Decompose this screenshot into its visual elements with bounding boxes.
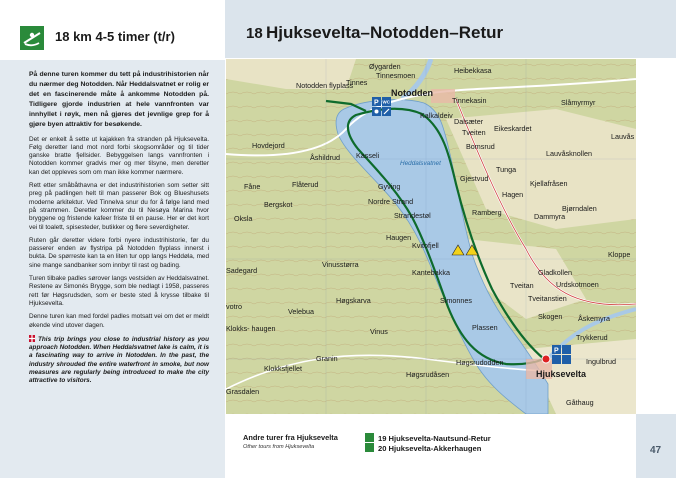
map-label-ashildrud: Åshildrud — [310, 153, 340, 162]
svg-text:WC: WC — [382, 99, 390, 105]
english-summary — [29, 335, 209, 386]
map-label-nordre-strand: Nordre Strand — [368, 197, 414, 206]
map-label-klokksfjellet: Klokksfjellet — [264, 364, 302, 373]
map-label-urdskotmoen: Urdskotmoen — [556, 280, 599, 289]
map-label-kloppe: Kloppe — [608, 250, 631, 259]
other-tours-subheading: Other tours from Hjuksevelta — [243, 444, 315, 450]
map-label-kvitofjell: Kvitofjell — [412, 241, 439, 250]
map-label-skogen: Skogen — [538, 312, 563, 321]
map-label-tunga: Tunga — [496, 165, 517, 174]
route-type-icon-small — [365, 443, 374, 452]
map-label-klokkshaugen: Klokks- haugen — [226, 324, 276, 333]
map-label-strandestol: Strandestøl — [394, 211, 431, 220]
map-label-heddalsvatnet: Heddalsvatnet — [400, 160, 441, 167]
route-description — [29, 70, 209, 391]
svg-text:P: P — [374, 99, 379, 107]
map-label-kalkaldeiv: Kalkaldeiv — [420, 111, 453, 120]
svg-text:P: P — [554, 347, 559, 355]
route-type-icon — [20, 26, 44, 50]
map-label-vinus: Vinus — [370, 327, 388, 336]
english-text: This trip brings you close to industrial history as you approach Notodden. When Heddalsvatnet lake is calm, it is a fascinating way to arrive in Notodden. In the past, the industry shrouded the entire waterfront in smoke, but now measures are regularly being introduced to make the city attractive to visitors. — [29, 335, 209, 385]
map-label-gathaug: Gåthaug — [566, 398, 594, 407]
map-label-tveiten: Tveiten — [462, 128, 486, 137]
map-label-hogskarva: Høgskarva — [336, 296, 371, 305]
route-number: 18 — [246, 25, 263, 42]
map-label-dammyra: Dammyra — [534, 212, 566, 221]
map-label-kasseli: Kasseli — [356, 151, 380, 160]
map-label-plassen: Plassen — [472, 323, 498, 332]
map-label-slamiyr: Slåmyrmyr — [561, 98, 596, 107]
map-label-lauvas: Lauvås — [611, 132, 635, 141]
map-label-eikeskardet: Eikeskardet — [494, 124, 532, 133]
map-label-oksla: Oksla — [234, 214, 253, 223]
map-label-heibekkasa: Heibekkasa — [454, 66, 492, 75]
lead-paragraph: På denne turen kommer du tett på industrihistorien når du nærmer deg Notodden. Når Heddalsvatnet er rolig er det en fascinerende måte å ankomme Notodden på. Tidligere gjorde industrien at hele vannfronten var innhyllet i røyk, men nå gjøres det jevnlige grep for å gjøre byen attraktiv for besøkende. — [29, 71, 209, 129]
map-label-bomsrud: Bomsrud — [466, 142, 495, 151]
link-tour-20-label: 20 Hjuksevelta-Akkerhaugen — [378, 444, 482, 453]
map-label-votro: votro — [226, 302, 242, 311]
paragraph-4: Turen tilbake padles sørover langs vestsiden av Heddalsvatnet. Restene av Simonés Brygge, som ble nedlagt i 1958, passeres rett før Høgsrudsden, som er beste sted å krysse tilbake til Hjuksevelta. — [29, 275, 209, 307]
map-label-trykkerud: Trykkerud — [576, 333, 608, 342]
map-label-notodden: Notodden — [391, 88, 433, 98]
map-label-simonnes: Simonnes — [440, 296, 472, 305]
map-label-tinnesmoen: Tinnesmoen — [376, 71, 416, 80]
map-label-tveitan: Tveitan — [510, 281, 534, 290]
paragraph-5: Denne turen kan med fordel padles motsatt vei om det er meldt økende vind utover dagen. — [29, 313, 209, 329]
map-label-fane: Fåne — [244, 182, 261, 191]
page-number: 47 — [650, 445, 662, 456]
map-label-tinnekasin: Tinnekasin — [452, 96, 487, 105]
map-label-notodden-flyplass: Notodden flyplass — [296, 81, 354, 90]
map-label-grasdalen: Grasdalen — [226, 387, 260, 396]
map-label-hogsrudodden: Høgsrudodden — [456, 358, 504, 367]
paragraph-1: Det er enkelt å sette ut kajakken fra stranden på Hjuksevelta. Følg deretter land mot nord forbi skogsområder og til tider ganske bratte fjellsider. Bebyggelsen langs vannfronten i Notodden kommer gradvis mer og mer tilsyne, men deretter kan det oppleves som om man ikke kommer nærmere. — [29, 135, 209, 176]
map-label-hogsrudasen: Høgsrudåsen — [406, 370, 450, 379]
map-label-ramberg: Ramberg — [472, 208, 502, 217]
map-label-granin: Granin — [316, 354, 338, 363]
map-label-gladkollen: Gladkollen — [538, 268, 572, 277]
map-label-dalsaeter: Dalsæter — [454, 117, 484, 126]
link-tour-19-label: 19 Hjuksevelta-Nautsund-Retur — [378, 434, 491, 443]
map-label-lauvasknollen: Lauvåsknollen — [546, 149, 592, 158]
map-label-gjestvud: Gjestvud — [460, 174, 489, 183]
map-label-bergskot: Bergskot — [264, 200, 293, 209]
map-label-haugen: Haugen — [386, 233, 412, 242]
map-label-tveitanstien: Tveitanstien — [528, 294, 567, 303]
paragraph-2: Rett etter småbåthavna er det industrihistorien som setter sitt preg på padlingen helt til man passerer Bok og Blueshusets moderne arkitektur. Ved Tinnelva snur du for å følge land med på strammen. Deretter kommer du til Nesøya Marina hvor bryggene og fristende kafeer friste til en pause. Her er det kort vei til toalett, spisesteder, butikker og flere severdigheter. — [29, 182, 209, 231]
route-stats: 18 km 4-5 timer (t/r) — [55, 29, 175, 44]
link-tour-20[interactable] — [365, 443, 481, 453]
map-label-ingulbrud: Ingulbrud — [586, 357, 616, 366]
map-label-kjellafrasen: Kjellafråsen — [530, 179, 568, 188]
map-label-velebua: Velebua — [288, 307, 314, 316]
map-label-oygarden: Øygarden — [369, 62, 401, 71]
map-label-vinusstorra: Vinusstørra — [322, 260, 359, 269]
map-label-flaterud: Flåterud — [292, 180, 319, 189]
map-label-tinnes: Tinnes — [346, 78, 368, 87]
map-label-sadegard: Sadegard — [226, 266, 258, 275]
map-label-hjuksevelta: Hjuksevelta — [536, 369, 587, 379]
route-map[interactable] — [226, 59, 636, 414]
map-label-gyving: Gyving — [378, 182, 401, 191]
route-type-icon-small — [365, 433, 374, 442]
other-tours-heading: Andre turer fra Hjuksevelta — [243, 433, 338, 442]
link-tour-19[interactable] — [365, 433, 491, 443]
map-label-askemyra: Åskemyra — [578, 314, 610, 323]
map-label-kantebakka: Kantebakka — [412, 268, 450, 277]
page-title: Hjuksevelta–Notodden–Retur — [266, 23, 504, 42]
map-label-hagen: Hagen — [502, 190, 524, 199]
paragraph-3: Ruten går deretter videre forbi nyere industrihistorie, før du passerer enden av flystripa på Notodden flyplass innerst i bukta. De spørreste kan ta en liten tur opp langs Heddøla, med sine mange sandbanker som innbyr til rast og bading. — [29, 236, 209, 269]
uk-flag-icon — [29, 335, 35, 342]
map-label-hovdejord: Hovdejord — [252, 141, 285, 150]
map-label-bjorndalen: Bjørndalen — [562, 204, 597, 213]
